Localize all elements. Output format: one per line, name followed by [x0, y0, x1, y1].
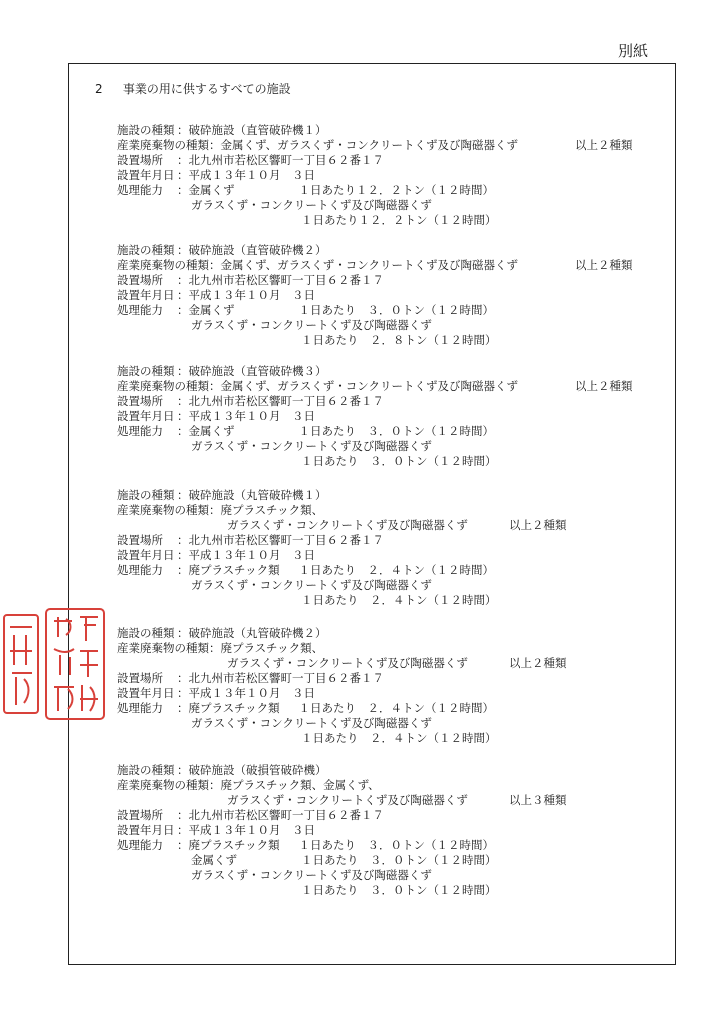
capacity-item: ガラスくず・コンクリートくず及び陶磁器くず — [191, 868, 432, 882]
capacity-amount: １日あたり ２．８トン（１２時間） — [301, 333, 497, 347]
waste-types: 廃プラスチック類、 — [220, 503, 324, 517]
capacity-amount: １日あたり ３．０トン（１２時間） — [298, 303, 494, 317]
date-value: 平成１３年１０月 ３日 — [188, 686, 315, 700]
waste-label: 産業廃棄物の種類 — [117, 778, 209, 792]
colon: ： — [177, 168, 189, 182]
facility-kind: 破砕施設（直管破砕機３） — [188, 364, 327, 378]
capacity-label: 処理能力 — [117, 838, 163, 852]
kind-label: 施設の種類 — [117, 763, 175, 777]
facility-block — [117, 364, 657, 469]
waste-count: 以上３種類 — [509, 793, 567, 807]
colon: ： — [177, 823, 189, 837]
location-value: 北九州市若松区響町一丁目６２番１７ — [188, 671, 384, 685]
colon: ： — [177, 548, 189, 562]
date-label: 設置年月日 — [117, 288, 175, 302]
capacity-item: ガラスくず・コンクリートくず及び陶磁器くず — [191, 198, 432, 212]
capacity-item: 金属くず — [191, 853, 237, 867]
section-number: 2 — [95, 82, 103, 96]
facility-kind: 破砕施設（直管破砕機２） — [188, 243, 327, 257]
colon: ： — [209, 503, 221, 517]
capacity-label: 処理能力 — [117, 701, 163, 715]
waste-label: 産業廃棄物の種類 — [117, 641, 209, 655]
capacity-item: 廃プラスチック類 — [188, 563, 280, 577]
capacity-amount: １日あたり ３．０トン（１２時間） — [298, 838, 494, 852]
colon: ： — [177, 153, 189, 167]
waste-label: 産業廃棄物の種類 — [117, 138, 209, 152]
colon: ： — [177, 533, 189, 547]
capacity-item: ガラスくず・コンクリートくず及び陶磁器くず — [191, 578, 432, 592]
date-value: 平成１３年１０月 ３日 — [188, 409, 315, 423]
location-label: 設置場所 — [117, 533, 163, 547]
colon: ： — [177, 626, 189, 640]
colon: ： — [177, 183, 189, 197]
colon: ： — [177, 409, 189, 423]
location-value: 北九州市若松区響町一丁目６２番１７ — [188, 808, 384, 822]
colon: ： — [177, 394, 189, 408]
location-label: 設置場所 — [117, 671, 163, 685]
capacity-item: 廃プラスチック類 — [188, 838, 280, 852]
location-value: 北九州市若松区響町一丁目６２番１７ — [188, 533, 384, 547]
seal-stamp — [0, 605, 110, 725]
colon: ： — [177, 303, 189, 317]
date-label: 設置年月日 — [117, 823, 175, 837]
waste-label: 産業廃棄物の種類 — [117, 503, 209, 517]
colon: ： — [177, 364, 189, 378]
location-label: 設置場所 — [117, 273, 163, 287]
waste-types: 廃プラスチック類、金属くず、 — [220, 778, 380, 792]
waste-types: 金属くず、ガラスくず・コンクリートくず及び陶磁器くず — [220, 379, 519, 393]
date-label: 設置年月日 — [117, 686, 175, 700]
capacity-amount: １日あたり ３．０トン（１２時間） — [301, 883, 497, 897]
facility-block — [117, 488, 657, 608]
colon: ： — [177, 273, 189, 287]
colon: ： — [209, 778, 221, 792]
colon: ： — [177, 243, 189, 257]
location-value: 北九州市若松区響町一丁目６２番１７ — [188, 273, 384, 287]
kind-label: 施設の種類 — [117, 488, 175, 502]
capacity-amount: １日あたり１２．２トン（１２時間） — [298, 183, 494, 197]
location-label: 設置場所 — [117, 153, 163, 167]
capacity-amount: １日あたり ２．４トン（１２時間） — [301, 593, 497, 607]
colon: ： — [177, 686, 189, 700]
facility-block — [117, 626, 657, 746]
capacity-amount: １日あたり１２．２トン（１２時間） — [301, 213, 497, 227]
date-value: 平成１３年１０月 ３日 — [188, 168, 315, 182]
seal-left-glyphs — [10, 627, 32, 705]
capacity-item: ガラスくず・コンクリートくず及び陶磁器くず — [191, 318, 432, 332]
colon: ： — [177, 838, 189, 852]
facility-kind: 破砕施設（破損管破砕機） — [188, 763, 327, 777]
colon: ： — [177, 424, 189, 438]
seal-left-border — [4, 615, 38, 713]
colon: ： — [177, 563, 189, 577]
date-label: 設置年月日 — [117, 548, 175, 562]
capacity-item: ガラスくず・コンクリートくず及び陶磁器くず — [191, 439, 432, 453]
colon: ： — [177, 123, 189, 137]
waste-types: ガラスくず・コンクリートくず及び陶磁器くず — [227, 518, 468, 532]
facility-block — [117, 243, 657, 348]
capacity-amount: １日あたり ２．４トン（１２時間） — [298, 563, 494, 577]
capacity-item: 廃プラスチック類 — [188, 701, 280, 715]
waste-types: ガラスくず・コンクリートくず及び陶磁器くず — [227, 793, 468, 807]
facility-kind: 破砕施設（直管破砕機１） — [188, 123, 327, 137]
capacity-amount: １日あたり ３．０トン（１２時間） — [301, 454, 497, 468]
location-label: 設置場所 — [117, 394, 163, 408]
colon: ： — [177, 288, 189, 302]
kind-label: 施設の種類 — [117, 243, 175, 257]
capacity-label: 処理能力 — [117, 424, 163, 438]
colon: ： — [209, 258, 221, 272]
capacity-amount: １日あたり ３．０トン（１２時間） — [301, 853, 497, 867]
facility-kind: 破砕施設（丸管破砕機２） — [188, 626, 327, 640]
section-heading — [95, 80, 291, 97]
seal-strokes — [4, 609, 104, 719]
capacity-amount: １日あたり ２．４トン（１２時間） — [298, 701, 494, 715]
capacity-item: 金属くず — [188, 303, 235, 317]
waste-types: 金属くず、ガラスくず・コンクリートくず及び陶磁器くず — [220, 258, 519, 272]
colon: ： — [177, 488, 189, 502]
waste-count: 以上２種類 — [575, 258, 633, 272]
colon: ： — [177, 763, 189, 777]
waste-count: 以上２種類 — [575, 379, 633, 393]
date-value: 平成１３年１０月 ３日 — [188, 823, 315, 837]
waste-count: 以上２種類 — [575, 138, 633, 152]
capacity-item: 金属くず — [188, 183, 235, 197]
capacity-amount: １日あたり ３．０トン（１２時間） — [298, 424, 494, 438]
waste-types: 廃プラスチック類、 — [220, 641, 324, 655]
location-value: 北九州市若松区響町一丁目６２番１７ — [188, 153, 384, 167]
kind-label: 施設の種類 — [117, 123, 175, 137]
section-title: 事業の用に供するすべての施設 — [122, 82, 291, 96]
colon: ： — [209, 641, 221, 655]
date-value: 平成１３年１０月 ３日 — [188, 288, 315, 302]
colon: ： — [209, 379, 221, 393]
capacity-label: 処理能力 — [117, 563, 163, 577]
waste-count: 以上２種類 — [509, 656, 567, 670]
waste-label: 産業廃棄物の種類 — [117, 379, 209, 393]
location-value: 北九州市若松区響町一丁目６２番１７ — [188, 394, 384, 408]
kind-label: 施設の種類 — [117, 364, 175, 378]
waste-types: ガラスくず・コンクリートくず及び陶磁器くず — [227, 656, 468, 670]
capacity-item: 金属くず — [188, 424, 235, 438]
capacity-item: ガラスくず・コンクリートくず及び陶磁器くず — [191, 716, 432, 730]
date-value: 平成１３年１０月 ３日 — [188, 548, 315, 562]
waste-types: 金属くず、ガラスくず・コンクリートくず及び陶磁器くず — [220, 138, 519, 152]
page-label: 別紙 — [618, 42, 649, 60]
colon: ： — [177, 701, 189, 715]
waste-count: 以上２種類 — [509, 518, 567, 532]
capacity-amount: １日あたり ２．４トン（１２時間） — [301, 731, 497, 745]
waste-label: 産業廃棄物の種類 — [117, 258, 209, 272]
colon: ： — [177, 808, 189, 822]
date-label: 設置年月日 — [117, 168, 175, 182]
date-label: 設置年月日 — [117, 409, 175, 423]
facility-block — [117, 763, 657, 898]
capacity-label: 処理能力 — [117, 303, 163, 317]
facility-block — [117, 123, 657, 228]
colon: ： — [209, 138, 221, 152]
facility-kind: 破砕施設（丸管破砕機１） — [188, 488, 327, 502]
capacity-label: 処理能力 — [117, 183, 163, 197]
kind-label: 施設の種類 — [117, 626, 175, 640]
colon: ： — [177, 671, 189, 685]
seal-right-glyphs — [54, 617, 98, 711]
location-label: 設置場所 — [117, 808, 163, 822]
